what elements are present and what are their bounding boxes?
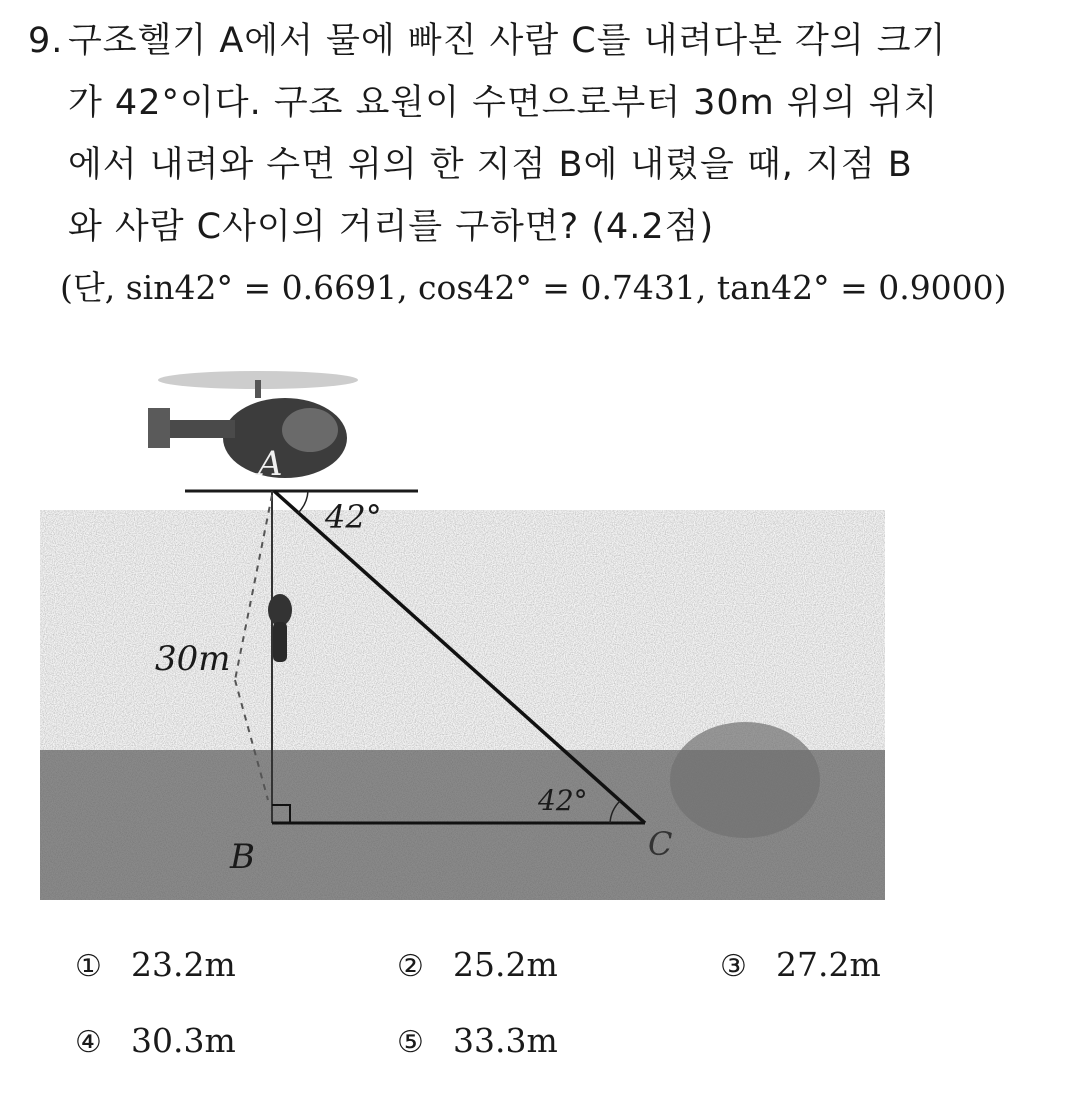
choice-5-mark: ⑤ (397, 1025, 424, 1060)
helicopter-icon (148, 371, 358, 478)
figure-svg (40, 360, 890, 905)
question-block (28, 10, 1048, 318)
choice-2[interactable] (397, 945, 558, 984)
question-line-2: 가 42°이다. 구조 요원이 수면으로부터 30m 위의 위치 (68, 83, 939, 123)
choice-3-mark: ③ (720, 949, 747, 984)
choice-3[interactable] (720, 945, 881, 984)
choice-1-mark: ① (75, 949, 102, 984)
question-line-3: 에서 내려와 수면 위의 한 지점 B에 내렸을 때, 지점 B (68, 145, 913, 185)
question-text-1: 구조헬기 A에서 물에 빠진 사람 C를 내려다본 각의 크기 (68, 21, 947, 61)
height-label: 30m (155, 639, 231, 679)
label-c: C (648, 825, 673, 863)
rescue-figure (40, 360, 890, 905)
question-line-4: 와 사람 C사이의 거리를 구하면? (4.2점) (68, 207, 715, 247)
choice-4[interactable] (75, 1021, 236, 1060)
angle-arc-top (298, 491, 308, 513)
label-a: A (258, 444, 283, 484)
choice-2-text: 25.2m (453, 945, 558, 984)
choice-1[interactable] (75, 945, 236, 984)
wave-splash (670, 722, 820, 838)
choice-row-2 (75, 1021, 975, 1097)
angle-top-label: 42° (325, 498, 382, 536)
choice-3-text: 27.2m (776, 945, 881, 984)
choice-4-text: 30.3m (131, 1021, 236, 1060)
choice-5[interactable] (397, 1021, 558, 1060)
question-line-1 (28, 10, 1048, 72)
question-number: 9. (28, 21, 64, 61)
choice-row-1 (75, 945, 975, 1021)
answer-choices (75, 945, 975, 1097)
given-values: (단, sin42° = 0.6691, cos42° = 0.7431, tan42° = 0.9000) (60, 268, 1007, 307)
angle-bottom-label: 42° (538, 784, 588, 817)
choice-4-mark: ④ (75, 1025, 102, 1060)
sky-noise (40, 510, 885, 755)
choice-1-text: 23.2m (131, 945, 236, 984)
label-b: B (230, 837, 255, 877)
choice-5-text: 33.3m (453, 1021, 558, 1060)
choice-2-mark: ② (397, 949, 424, 984)
